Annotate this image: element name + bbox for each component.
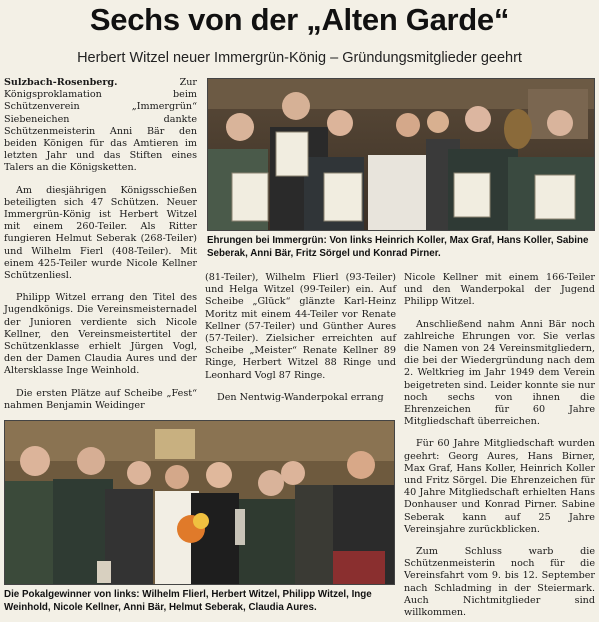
subheadline: Herbert Witzel neuer Immergrün-König – Gründungsmitglieder geehrt: [77, 50, 522, 66]
photo-trophy-winners: [4, 420, 395, 585]
paragraph: Zum Schluss warb die Schützenmeisterin noch für die Vereinsfahrt vom 9. bis 12. September nach Schladming in der Steiermark. Auch Nichtmitglieder sind willkommen.: [404, 546, 595, 619]
paragraph: Am diesjährigen Königsschießen beteiligten sich 47 Schützen. Neuer Immergrün-König ist Herbert Witzel mit einem 260-Teiler. Als Ritter fungieren Helmut Seberak (268-Teiler) und Wilhelm Fierl (408-Teiler). Mit einem 425-Teiler wurde Nicole Kellner Schützenliesl.: [4, 184, 197, 282]
photo-honorees: [207, 78, 595, 231]
photo-trophy-winners-image: [5, 421, 395, 585]
paragraph: Philipp Witzel errang den Titel des Jugendkönigs. Die Vereinsmeisternadel der Junioren verdiente sich Nicole Kellner, den Vereinsmeistertitel der Schützenklasse erhielt Jürgen Vogl, den der Damen Claudia Aures und der Altersklasse Inge Weinhold.: [4, 292, 197, 377]
article-column-2: [205, 272, 396, 414]
paragraph: Den Nentwig-Wanderpokal errang: [217, 391, 384, 403]
article-column-3: [404, 272, 595, 622]
article-column-1: [4, 77, 197, 422]
paragraph: Anschließend nahm Anni Bär noch zahlreiche Ehrungen vor. Sie verlas die Namen von 24 Vereinsmitgliedern, die bei der Wiedergründung nach dem 2. Weltkrieg im Jahr 1949 dem Verein beigetreten sind. Leider konnte sie nur noch sechs von ihnen die Ehrenzeichen für 60 Jahre Mitgliedschaft überreichen.: [404, 318, 595, 428]
paragraph: Sulzbach-Rosenberg. Zur Königsproklamation beim Schützenverein „Immergrün“ Siebeneichen dankte Schützenmeisterin Anni Bär den beiden Königen für das Amtieren im letzten Jahr und das Stiften eines Talers an die Königsketten.: [4, 77, 197, 174]
photo-caption-top: Ehrungen bei Immergrün: Von links Heinrich Koller, Max Graf, Hans Koller, Sabine Seberak, Anni Bär, Fritz Sörgel und Konrad Pirner.: [207, 235, 589, 259]
paragraph: Nicole Kellner mit einem 166-Teiler und den Wanderpokal der Jugend Philipp Witzel.: [404, 272, 595, 308]
headline: Sechs von der „Alten Garde“: [89, 2, 510, 37]
paragraph: (81-Teiler), Wilhelm Flierl (93-Teiler) und Helga Witzel (99-Teiler) ein. Auf Scheibe „Glück“ glänzte Karl-Heinz Moritz mit einem 44-Teiler vor Renate Kellner (57-Teiler) und Günther Aures (57-Teiler). Zielsicher erreichten auf Scheibe „Meister“ Renate Kellner 89 Ringe, Herbert Witzel 88 Ringe und Leonhard Vogl 87 Ringe.: [205, 272, 396, 381]
dateline: Sulzbach-Rosenberg.: [4, 77, 118, 88]
paragraph: Für 60 Jahre Mitgliedschaft wurden geehrt: Georg Aures, Hans Birner, Max Graf, Hans Koller, Heinrich Koller und Fritz Sörgel. Die Ehrenzeichen für 40 Jahre Mitgliedschaft erhielten Hans Donhauser und Konrad Pirner. Sabine Seberak kann auf 25 Jahre Vereinsjahre zurückblicken.: [404, 438, 595, 535]
photo-honorees-image: [208, 79, 595, 231]
paragraph: Die ersten Plätze auf Scheibe „Fest“ nahmen Benjamin Weidinger: [4, 387, 197, 411]
photo-caption-bottom: Die Pokalgewinner von links: Wilhelm Flierl, Herbert Witzel, Philipp Witzel, Inge Weinhold, Nicole Kellner, Anni Bär, Helmut Seberak, Claudia Aures.: [4, 589, 372, 613]
